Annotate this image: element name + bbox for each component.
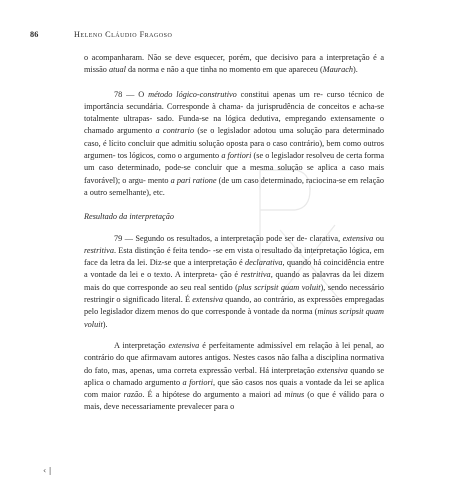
running-header [30, 30, 440, 42]
text-line: resolveu de certa forma um caso determinado, pode-se concluir [84, 151, 384, 173]
page-number: 86 [30, 30, 39, 39]
text-line: o acompanharam. Não se deve esquecer, porém, que decisivo [84, 53, 302, 62]
text-line: curso técnico de importância secundária. Corresponde à chama- [84, 89, 385, 111]
text-line: extensiva quando se aplica o chamado argumento a fortiori, [84, 365, 384, 387]
text-line: relação à lei penal, ao contrário do que afirmavam autores [84, 340, 384, 363]
text-line: razão. É a hipótese do argumento a maiori ad minus (o que é [123, 390, 339, 400]
text-line: letra da lei. Diz-se que a interpretação é declarativa, quando [110, 258, 314, 268]
text-line: dizem menos do que corresponde à vontade da norma (minus [134, 307, 338, 317]
paragraph-extensiva [84, 340, 384, 414]
spacer [84, 331, 384, 340]
text-line: corresponde ao seu real sentido (plus scripsit quam voluit), [127, 282, 328, 292]
text-line: mento a pari ratione (de um caso determinado, raciocina-se em [147, 175, 361, 185]
paragraph-79 [84, 233, 384, 331]
text-line: para a interpretação é a missão atual da norma e não a que [84, 53, 384, 75]
spacer [84, 199, 384, 211]
text-line: mas, apenas, uma correta expressão verbal. Há interpretação [112, 365, 318, 375]
text-line: -se em vista o resultado da interpretação lógica, em face da [84, 245, 384, 268]
text-line: 78 — O método lógico-construtivo constitui apenas um re- [114, 89, 327, 99]
text-line: antigos. Nestes casos não falha a disciplina normativa do fato, [84, 353, 384, 375]
text-line: A interpretação extensiva é perfeitamente admissível em [114, 340, 309, 350]
text-line: sado. Funda-se na lógica dedutiva, empregando extensamente [156, 114, 380, 124]
running-head-author: Heleno Cláudio Fragoso [74, 30, 173, 39]
text-line: tinha no momento em que apareceu (Maurach). [200, 65, 358, 75]
text-line: clarativa, extensiva ou restritiva. Esta distinção é feita tendo- [84, 233, 384, 255]
text-line: ção é restritiva, quando as palavras da lei dizem mais do que [84, 270, 384, 292]
paragraph-continuation [84, 52, 384, 77]
text-line: 79 — Segundo os resultados, a interpretação pode ser de- [114, 233, 310, 243]
spacer [84, 224, 384, 233]
page-body [84, 52, 384, 414]
text-line: quando, ao contrário, as expressões empregadas pelo legislador [84, 295, 385, 317]
text-line: o chamado argumento a contrario (se o legislador adotou uma [84, 114, 385, 136]
text-line: tos lógicos, como o argumento a fortiori (se o legislador [117, 151, 307, 161]
paragraph-78 [84, 89, 384, 200]
text-line: que são casos nos quais a vontade da lei se aplica com maior [84, 377, 385, 400]
section-heading: Resultado da interpretação [84, 212, 174, 222]
text-line: scripsit quam voluit). [84, 307, 384, 329]
text-line: relação a outro semelhante), etc. [84, 175, 385, 197]
margin-mark: ‹ | [43, 466, 52, 475]
text-line: solução oposta para o caso contrário), bem como outros argumen- [84, 138, 384, 161]
text-line: há coincidência entre a vontade da lei e o texto. A interpreta- [84, 258, 384, 280]
text-line: da jurisprudência de conceitos e acha-se totalmente ultrapas- [84, 101, 384, 124]
text-line: válido para o mais, deve necessariamente prevalecer para o [84, 390, 384, 412]
text-line: sendo necessário restringir o significado literal. É extensiva [84, 282, 384, 305]
spacer [84, 77, 384, 89]
text-line: solução para determinado caso, é lícito concluir que admitiu [84, 126, 384, 148]
text-line: que a mesma solução se aplica a caso mais favorável); o argu- [84, 163, 384, 185]
